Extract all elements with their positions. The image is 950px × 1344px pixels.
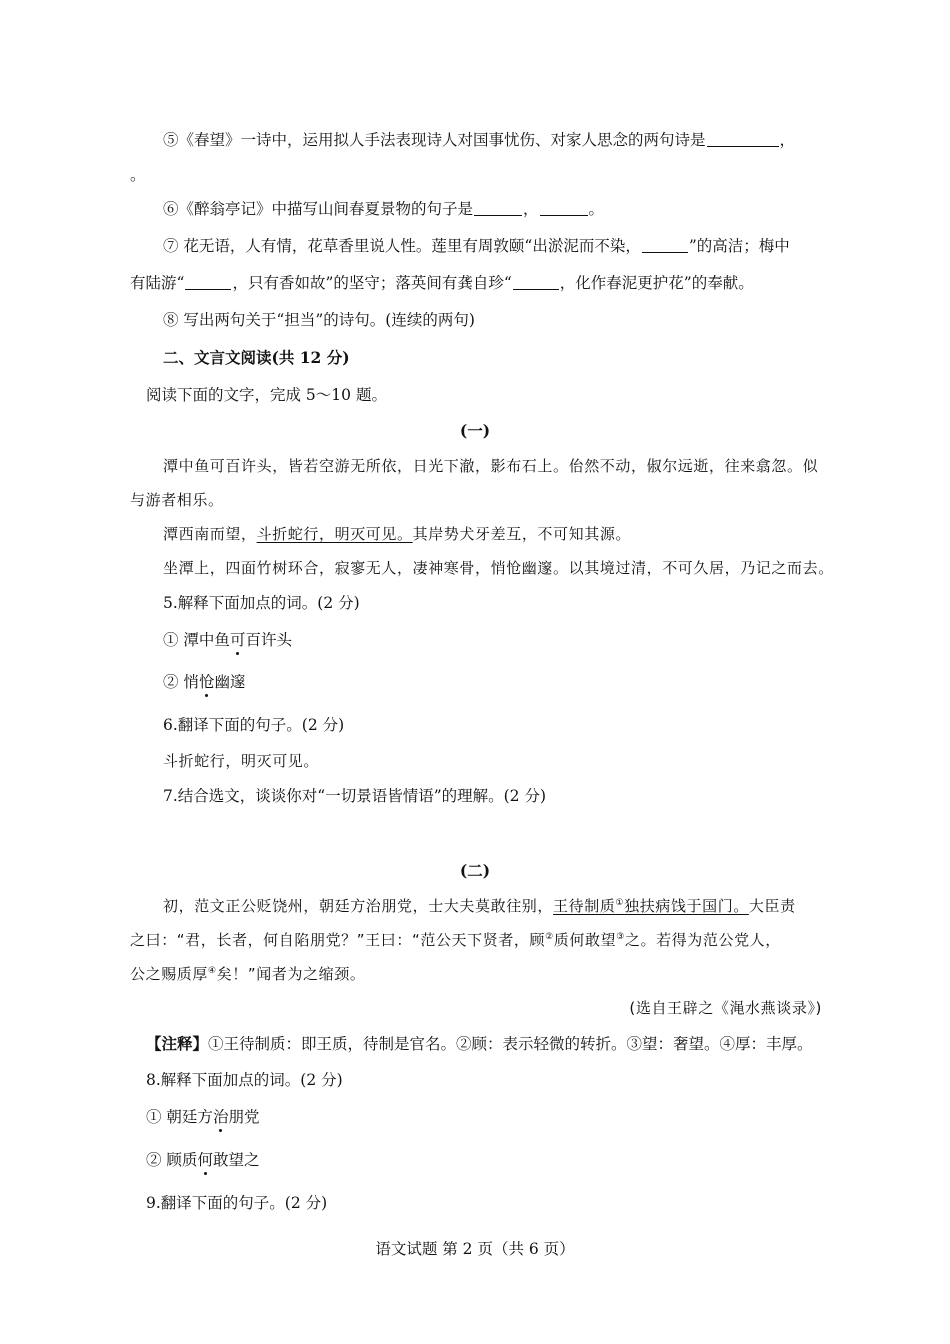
q5-text: ⑤《春望》一诗中，运用拟人手法表现诗人对国事忧伤、对家人思念的两句诗是 <box>163 131 706 149</box>
question-5-item-2: ② 悄怆幽邃 <box>163 673 246 691</box>
question-6-sentence: 斗折蛇行，明灭可见。 <box>163 752 320 770</box>
dotted-word: 何 <box>197 1151 213 1169</box>
passage-1-line-2: 与游者相乐。 <box>130 491 224 509</box>
question-8-title: 8.解释下面加点的词。(2 分) <box>146 1071 343 1089</box>
question-8-item-1: ① 朝廷方治朋党 <box>146 1108 260 1126</box>
answer-blank[interactable] <box>540 201 588 216</box>
underlined-sentence: 斗折蛇行，明灭可见。 <box>256 525 413 543</box>
question-8-item-2: ② 顾质何敢望之 <box>146 1151 260 1169</box>
passage-2-line-3: 公之赐质厚④矣！”闻者为之缩颈。 <box>130 965 366 983</box>
q5-line-end: 。 <box>130 166 146 184</box>
passage-1-line-4: 坐潭上，四面竹树环合，寂寥无人，凄神寒骨，悄怆幽邃。以其境过清，不可久居，乃记之而去。 <box>163 559 834 577</box>
part-heading-2: (二) <box>459 861 491 880</box>
passage-1-line-1: 潭中鱼可百许头，皆若空游无所依，日光下澈，影布石上。佁然不动，俶尔远逝，往来翕忽。似 <box>163 457 819 475</box>
question-9-title: 9.翻译下面的句子。(2 分) <box>146 1194 328 1212</box>
answer-blank[interactable] <box>474 201 522 216</box>
question-5-title: 5.解释下面加点的词。(2 分) <box>163 594 360 612</box>
notes: 【注释】①王待制质：即王质，待制是官名。②顾：表示轻微的转折。③望：奢望。④厚：丰厚。 <box>146 1034 813 1053</box>
passage-1-line-3: 潭西南而望，斗折蛇行，明灭可见。其岸势犬牙差互，不可知其源。 <box>163 525 632 543</box>
underlined-sentence: 王待制质①独扶病饯于国门。 <box>553 897 749 915</box>
answer-blank[interactable] <box>513 275 559 290</box>
footnote-marker: ① <box>615 898 625 908</box>
footnote-marker: ④ <box>208 966 217 976</box>
answer-blank[interactable] <box>185 275 231 290</box>
dotted-word: 可 <box>229 631 246 649</box>
footnote-marker: ② <box>545 932 554 942</box>
q8-line: ⑧ 写出两句关于“担当”的诗句。(连续的两句) <box>163 311 475 329</box>
question-6-title: 6.翻译下面的句子。(2 分) <box>163 716 345 734</box>
q7-line-1: ⑦ 花无语，人有情，花草香里说人性。莲里有周敦颐“出淤泥而不染， ”的高洁；梅中 <box>163 237 790 255</box>
q5-line: ⑤《春望》一诗中，运用拟人手法表现诗人对国事忧伤、对家人思念的两句诗是 ， <box>163 131 796 149</box>
section-title: 二、文言文阅读(共 12 分) <box>163 348 350 367</box>
dotted-word: 怆 <box>198 673 215 691</box>
footnote-marker: ③ <box>616 932 625 942</box>
passage-2-line-2: 之曰：“君，长者，何自陷朋党？”王曰：“范公天下贤者，顾②质何敢望③之。若得为范公党人， <box>130 931 781 949</box>
passage-2-line-1: 初，范文正公贬饶州，朝廷方治朋党，士大夫莫敢往别，王待制质①独扶病饯于国门。大臣责 <box>163 897 796 915</box>
question-7-title: 7.结合选文，谈谈你对“一切景语皆情语”的理解。(2 分) <box>163 787 547 805</box>
dotted-word: 治 <box>212 1108 229 1126</box>
q6-line: ⑥《醉翁亭记》中描写山间春夏景物的句子是 ， 。 <box>163 200 605 218</box>
answer-blank[interactable] <box>707 132 779 147</box>
question-5-item-1: ① 潭中鱼可百许头 <box>163 631 292 649</box>
page-footer: 语文试题 第 2 页（共 6 页） <box>375 1240 575 1258</box>
q7-line-2: 有陆游“ ，只有香如故”的坚守；落英间有龚自珍“ ，化作春泥更护花”的奉献。 <box>130 274 754 292</box>
part-heading-1: (一) <box>459 421 491 440</box>
section-intro: 阅读下面的文字，完成 5～10 题。 <box>146 386 387 404</box>
answer-blank[interactable] <box>642 238 688 253</box>
passage-source: (选自王辟之《渑水燕谈录》) <box>629 999 822 1017</box>
